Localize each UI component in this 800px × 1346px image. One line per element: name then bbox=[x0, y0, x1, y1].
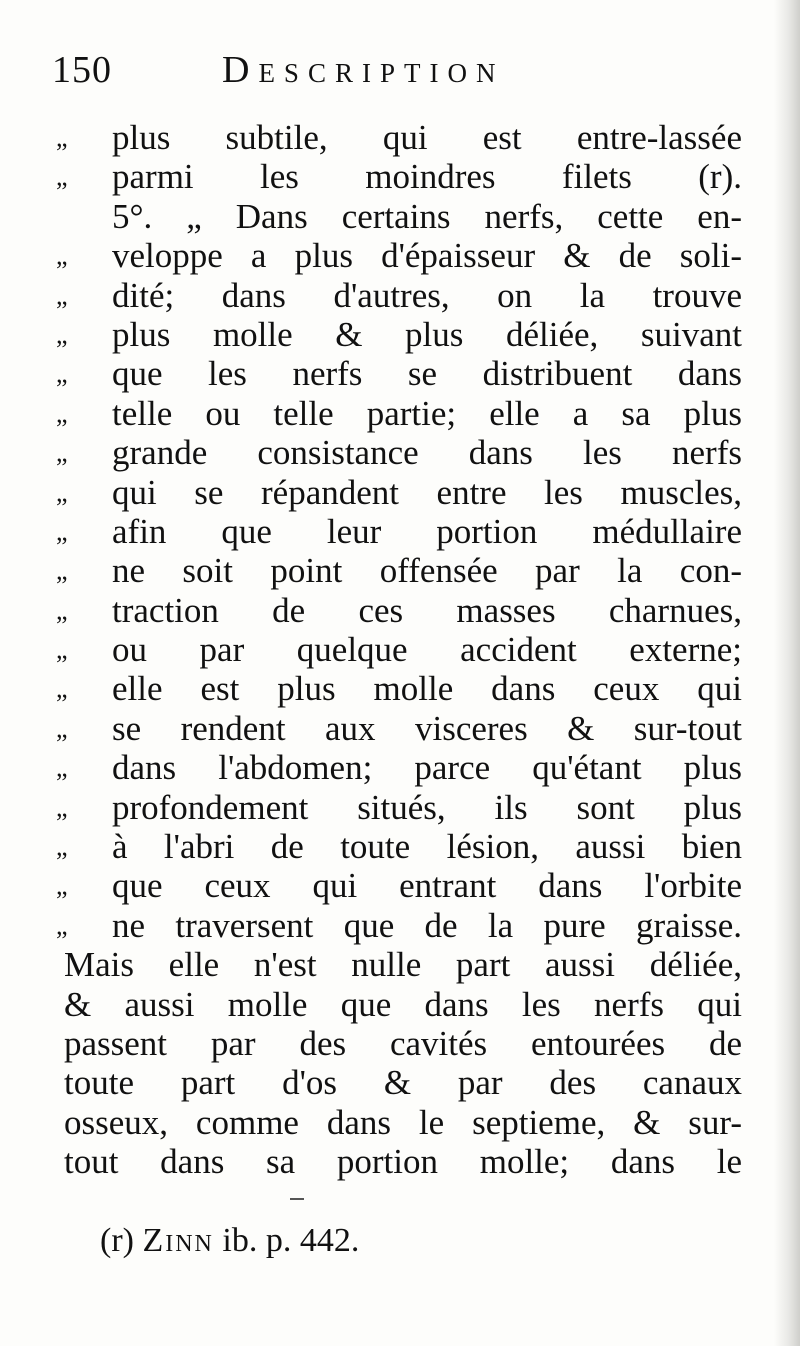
text-line bbox=[56, 118, 742, 157]
line-text: plus subtile, qui est entre-lassée bbox=[112, 118, 742, 157]
page-gutter-shadow bbox=[774, 0, 800, 1346]
quote-mark: „ bbox=[56, 753, 68, 783]
text-line bbox=[56, 1142, 742, 1182]
line-text: osseux, comme dans le septieme, & sur- bbox=[64, 1102, 742, 1142]
quote-mark: „ bbox=[56, 832, 68, 862]
line-text: elle est plus molle dans ceux qui bbox=[112, 669, 742, 709]
running-head: Description bbox=[222, 49, 505, 91]
text-line bbox=[56, 551, 742, 591]
quote-mark: „ bbox=[56, 556, 68, 586]
quote-mark: „ bbox=[56, 713, 68, 743]
quote-mark: „ bbox=[56, 674, 68, 704]
quote-mark: „ bbox=[56, 477, 68, 507]
text-line bbox=[56, 984, 742, 1024]
text-line bbox=[56, 630, 742, 670]
line-text: se rendent aux visceres & sur-tout bbox=[112, 708, 742, 748]
line-text: grande consistance dans les nerfs bbox=[112, 433, 742, 473]
line-text: traction de ces masses charnues, bbox=[112, 590, 742, 630]
line-text: veloppe a plus d'épaisseur & de soli- bbox=[112, 236, 742, 276]
quote-mark: „ bbox=[56, 162, 68, 192]
quote-mark: „ bbox=[56, 792, 68, 822]
quote-mark: „ bbox=[56, 871, 68, 901]
text-line bbox=[56, 669, 742, 709]
quote-mark: „ bbox=[56, 123, 68, 152]
line-text: dans l'abdomen; parce qu'étant plus bbox=[112, 748, 742, 788]
line-text: plus molle & plus déliée, suivant bbox=[112, 314, 742, 354]
text-line bbox=[56, 157, 742, 197]
text-line bbox=[56, 433, 742, 473]
line-text: ne soit point offensée par la con- bbox=[112, 551, 742, 591]
line-text: ne traversent que de la pure graisse. bbox=[112, 905, 742, 945]
line-text: que les nerfs se distribuent dans bbox=[112, 354, 742, 394]
line-text: telle ou telle partie; elle a sa plus bbox=[112, 393, 742, 433]
text-line bbox=[56, 590, 742, 630]
print-mark bbox=[290, 1198, 304, 1200]
text-line bbox=[56, 393, 742, 433]
line-text: que ceux qui entrant dans l'orbite bbox=[112, 866, 742, 906]
quote-mark: „ bbox=[56, 319, 68, 349]
line-text: Mais elle n'est nulle part aussi déliée, bbox=[64, 945, 742, 985]
quote-mark: „ bbox=[56, 595, 68, 625]
text-line bbox=[56, 236, 742, 276]
text-line bbox=[56, 275, 742, 315]
text-line bbox=[56, 905, 742, 945]
text-line bbox=[56, 354, 742, 394]
text-line bbox=[56, 1102, 742, 1142]
page-header bbox=[44, 48, 744, 100]
footnote-marker: (r) bbox=[100, 1222, 134, 1259]
line-text: passent par des cavités entourées de bbox=[64, 1023, 742, 1063]
footnote bbox=[100, 1222, 359, 1260]
text-line bbox=[56, 787, 742, 827]
quote-mark: „ bbox=[56, 398, 68, 428]
text-line bbox=[56, 1063, 742, 1103]
footnote-author: Zinn bbox=[142, 1222, 214, 1259]
text-line bbox=[56, 314, 742, 354]
text-line bbox=[56, 1023, 742, 1063]
quote-mark: „ bbox=[56, 516, 68, 546]
quote-mark: „ bbox=[56, 438, 68, 468]
line-text: parmi les moindres filets (r). bbox=[112, 157, 742, 197]
page-number: 150 bbox=[52, 49, 112, 91]
text-line bbox=[56, 196, 742, 236]
text-line bbox=[56, 472, 742, 512]
text-line bbox=[56, 945, 742, 985]
quote-mark: „ bbox=[56, 280, 68, 310]
line-text: à l'abri de toute lésion, aussi bien bbox=[112, 827, 742, 867]
line-text: dité; dans d'autres, on la trouve bbox=[112, 275, 742, 315]
quote-mark: „ bbox=[56, 241, 68, 271]
line-text: profondement situés, ils sont plus bbox=[112, 787, 742, 827]
text-line bbox=[56, 866, 742, 906]
line-text: & aussi molle que dans les nerfs qui bbox=[64, 984, 742, 1024]
text-line bbox=[56, 827, 742, 867]
line-text: afin que leur portion médullaire bbox=[112, 511, 742, 551]
quote-mark: „ bbox=[56, 910, 68, 940]
text-line bbox=[56, 511, 742, 551]
line-text: qui se répandent entre les muscles, bbox=[112, 472, 742, 512]
line-text: toute part d'os & par des canaux bbox=[64, 1063, 742, 1103]
line-text: ou par quelque accident externe; bbox=[112, 630, 742, 670]
quote-mark: „ bbox=[56, 359, 68, 389]
footnote-reference: ib. p. 442. bbox=[222, 1222, 360, 1259]
line-text: 5°. „ Dans certains nerfs, cette en- bbox=[112, 196, 742, 236]
text-line bbox=[56, 708, 742, 748]
body-text bbox=[56, 118, 742, 1182]
line-text: tout dans sa portion molle; dans le bbox=[64, 1142, 742, 1182]
text-line bbox=[56, 748, 742, 788]
quote-mark: „ bbox=[56, 635, 68, 665]
